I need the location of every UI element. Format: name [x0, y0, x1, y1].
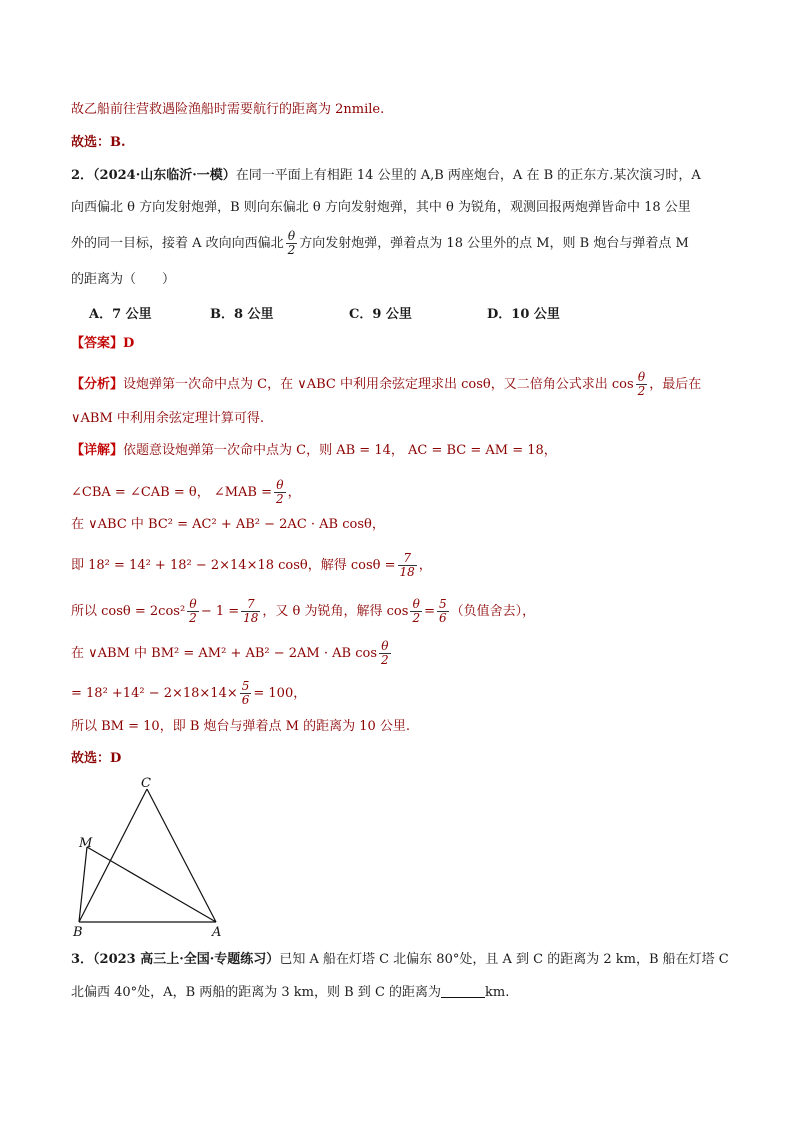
prev-choice: 故选：B.	[71, 135, 126, 150]
fraction-theta-over-2	[410, 598, 422, 625]
option-c: C．9 公里	[349, 307, 412, 322]
detail-label: 【详解】	[71, 443, 124, 458]
frac-den: 18	[243, 611, 259, 625]
detail-line1	[71, 441, 557, 461]
frac-num: θ	[274, 479, 286, 493]
detail-line6	[71, 640, 393, 667]
answer-label: 【答案】D	[71, 336, 135, 351]
label-a: A	[212, 925, 222, 940]
frac-num: 7	[241, 598, 260, 612]
q3-source: （2023 高三上·全国·专题练习）	[93, 952, 280, 967]
fraction-theta-over-2	[187, 598, 199, 625]
q3-text2a: 北偏西 40°处，A，B 两船的距离为 3 km，则 B 到 C 的距离为	[71, 985, 442, 1000]
segment-bc	[79, 789, 147, 922]
detail-text6a: 在 ∨ABM 中 BM² = AM² + AB² − 2AM · AB cos	[71, 646, 377, 661]
frac-num: 7	[398, 552, 417, 566]
detail-line2	[71, 479, 301, 506]
frac-num: θ	[410, 598, 422, 612]
analysis-line2: ∨ABM 中利用余弦定理计算可得.	[71, 411, 265, 426]
frac-num: 5	[241, 679, 250, 693]
q3-text1: 已知 A 船在灯塔 C 北偏东 80°处，且 A 到 C 的距离为 2 km，B 船在灯塔 C	[279, 952, 729, 967]
frac-den: 2	[412, 611, 421, 625]
frac-den: 2	[276, 492, 284, 506]
frac-num: 5	[438, 597, 447, 611]
option-b: B．8 公里	[210, 307, 274, 322]
detail-text7b: = 100，	[253, 686, 307, 701]
q2-line2: 向西偏北 θ 方向发射炮弹，B 则向东偏北 θ 方向发射炮弹，其中 θ 为锐角，观测回报两炮弹皆命中 18 公里	[71, 200, 691, 215]
frac-den: 2	[381, 653, 389, 667]
q3-line2	[71, 983, 509, 1003]
fraction-theta-over-2	[274, 479, 286, 506]
prev-conclusion: 故乙船前往营救遇险渔船时需要航行的距离为 2nmile.	[71, 102, 385, 117]
q3-text2b: km.	[485, 985, 510, 1000]
detail-text5c: ，又 θ 为锐角，解得 cos	[262, 604, 409, 619]
segment-bm	[79, 847, 87, 922]
detail-text5e: （负值舍去），	[450, 604, 536, 619]
detail-text7a: = 18² +14² − 2×18×14×	[71, 686, 238, 701]
q2-line3	[71, 230, 689, 257]
fraction-7-over-18	[398, 552, 417, 579]
frac-num: θ	[187, 598, 199, 612]
fraction-theta-over-2	[379, 640, 391, 667]
q2-source: （2024·山东临沂·一模）	[93, 168, 236, 183]
detail-text5d: =	[424, 604, 435, 619]
q2-line1	[71, 166, 701, 186]
detail-text1: 依题意设炮弹第一次命中点为 C，则 AB = 14， AC = BC = AM = 18，	[123, 443, 557, 458]
option-d: D．10 公里	[487, 307, 560, 322]
detail-line3: 在 ∨ABC 中 BC² = AC² + AB² − 2AC · AB cosθ，	[71, 517, 385, 532]
frac-den: 6	[241, 693, 250, 707]
detail-text4b: ，	[418, 558, 432, 573]
detail-text5b: − 1 =	[200, 604, 240, 619]
q2-text3a: 外的同一目标，接着 A 改向向西偏北	[71, 236, 284, 251]
detail-choice: 故选：D	[71, 751, 122, 766]
fraction-theta-over-2	[286, 230, 298, 257]
answer-blank[interactable]	[441, 985, 485, 998]
q2-number: 2．	[71, 168, 94, 183]
fraction-7-over-18	[241, 598, 260, 625]
fraction-theta-over-2	[636, 371, 648, 398]
label-m: M	[79, 836, 93, 851]
option-a: A．7 公里	[89, 307, 152, 322]
q2-line4: 的距离为（ ）	[71, 272, 176, 287]
detail-line7	[71, 680, 306, 707]
frac-den: 2	[189, 611, 197, 625]
frac-den: 2	[637, 384, 646, 398]
triangle-figure	[70, 772, 230, 942]
detail-line4	[71, 552, 432, 579]
label-c: C	[141, 776, 151, 791]
frac-num: θ	[636, 371, 648, 385]
frac-den: 2	[287, 243, 296, 257]
q2-text3b: 方向发射炮弹，弹着点为 18 公里外的点 M，则 B 炮台与弹着点 M	[299, 236, 689, 251]
detail-text5a: 所以 cosθ = 2cos²	[71, 604, 186, 619]
detail-text2b: ，	[287, 485, 301, 500]
analysis-text1b: ，最后在	[649, 377, 702, 392]
q3-line1	[71, 950, 729, 970]
frac-den: 6	[438, 611, 447, 625]
detail-line5	[71, 598, 535, 625]
frac-num: θ	[379, 640, 391, 654]
analysis-text1: 设炮弹第一次命中点为 C，在 ∨ABC 中利用余弦定理求出 cosθ，又二倍角公式求出 cos	[123, 377, 634, 392]
analysis-line1	[71, 371, 701, 398]
fraction-5-over-6	[437, 598, 449, 625]
analysis-label: 【分析】	[71, 377, 124, 392]
detail-text2a: ∠CBA = ∠CAB = θ， ∠MAB =	[71, 485, 273, 500]
q2-text1: 在同一平面上有相距 14 公里的 A,B 两座炮台，A 在 B 的正东方.某次演习时，A	[235, 168, 701, 183]
frac-num: θ	[286, 230, 298, 244]
frac-den: 18	[399, 565, 415, 579]
fraction-5-over-6	[240, 680, 252, 707]
detail-line8: 所以 BM = 10，即 B 炮台与弹着点 M 的距离为 10 公里.	[71, 719, 411, 734]
q3-number: 3．	[71, 952, 94, 967]
label-b: B	[73, 925, 83, 940]
detail-text4a: 即 18² = 14² + 18² − 2×14×18 cosθ，解得 cosθ =	[71, 558, 396, 573]
